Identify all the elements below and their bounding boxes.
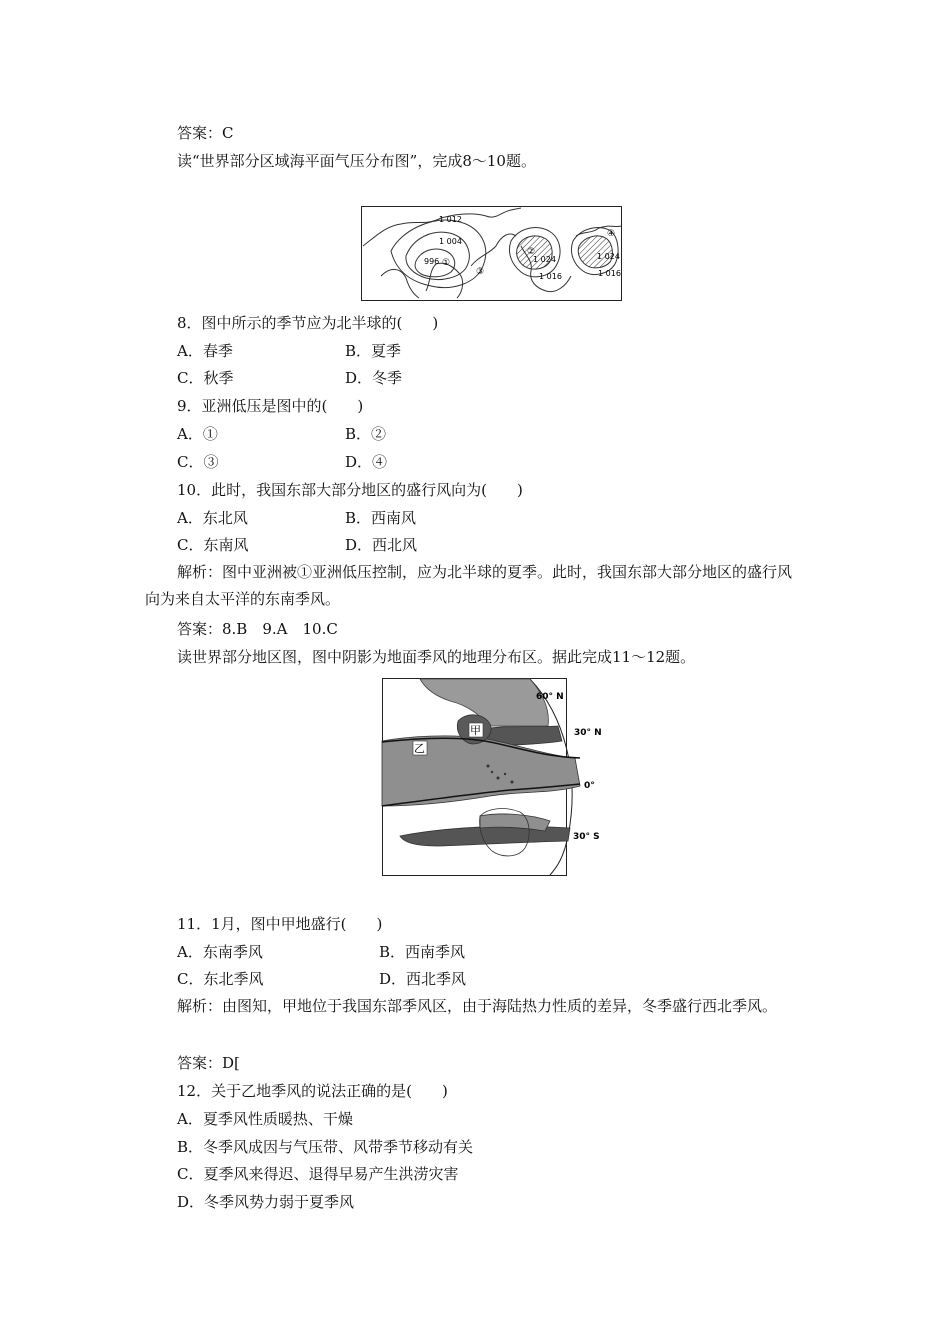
q9-option-a: A．① [177,425,218,443]
isobar-label: 1 012 [439,215,462,224]
q12-option-c: C．夏季风来得迟、退得早易产生洪涝灾害 [177,1165,459,1183]
latitude-label: 0° [584,781,595,791]
q12-option-b: B．冬季风成因与气压带、风带季节移动有关 [177,1138,474,1156]
latitude-label: 30° S [573,832,600,842]
q10-option-d: D．西北风 [345,536,418,554]
monsoon-map-figure [380,676,610,878]
answer-11: 答案：D[ [177,1054,240,1072]
q11-option-a: A．东南季风 [177,943,263,961]
latitude-label: 60° N [536,692,564,702]
q8-option-a: A．春季 [177,342,233,360]
isobar-label: 1 024 [597,252,620,261]
q8-option-d: D．冬季 [345,369,403,387]
latitude-label: 30° N [574,728,602,738]
q10-option-a: A．东北风 [177,509,248,527]
q10-option-b: B．西南风 [345,509,417,527]
q12-stem: 12．关于乙地季风的说法正确的是( ) [177,1082,448,1100]
q10-option-c: C．东南风 [177,536,249,554]
q10-stem: 10．此时，我国东部大部分地区的盛行风向为( ) [177,481,523,499]
q11-option-b: B．西南季风 [379,943,466,961]
q12-option-d: D．冬季风势力弱于夏季风 [177,1193,355,1211]
isobar-label: 1 024 [533,255,556,264]
isobar-label: 1 016 [598,269,621,278]
isobar-label: 1 016 [539,272,562,281]
isobar-label: 1 004 [439,237,462,246]
q9-stem: 9．亚洲低压是图中的( ) [177,397,364,415]
analysis-8-10: 解析：图中亚洲被①亚洲低压控制，应为北半球的夏季。此时，我国东部大部分地区的盛行风向为来自太平洋的东南季风。 [145,563,793,608]
q11-stem: 11．1月，图中甲地盛行( ) [177,915,383,933]
q8-option-c: C．秋季 [177,369,234,387]
q9-option-d: D．④ [345,453,388,471]
q8-stem: 8．图中所示的季节应为北半球的( ) [177,314,439,332]
q11-option-d: D．西北季风 [379,970,467,988]
q8-option-b: B．夏季 [345,342,402,360]
center-label: ④ [607,229,616,239]
analysis-11: 解析：由图知，甲地位于我国东部季风区，由于海陆热力性质的差异，冬季盛行西北季风。 [177,997,778,1015]
center-label: ② [527,247,536,257]
q11-option-c: C．东北季风 [177,970,264,988]
isobar-label: 996 [424,257,440,266]
answer-8-10: 答案：8.B 9.A 10.C [177,620,338,638]
location-label-yi: 乙 [414,742,425,755]
center-label: ③ [476,267,485,277]
pressure-map-figure [361,206,623,302]
center-label: ① [442,258,451,268]
q9-option-c: C．③ [177,453,219,471]
intro-8-10: 读“世界部分区域海平面气压分布图”，完成8～10题。 [177,152,536,170]
q12-option-a: A．夏季风性质暖热、干燥 [177,1110,353,1128]
intro-11-12: 读世界部分地区图，图中阴影为地面季风的地理分布区。据此完成11～12题。 [177,648,696,666]
location-label-jia: 甲 [470,724,481,737]
answer-7: 答案：C [177,124,234,142]
q9-option-b: B．② [345,425,387,443]
